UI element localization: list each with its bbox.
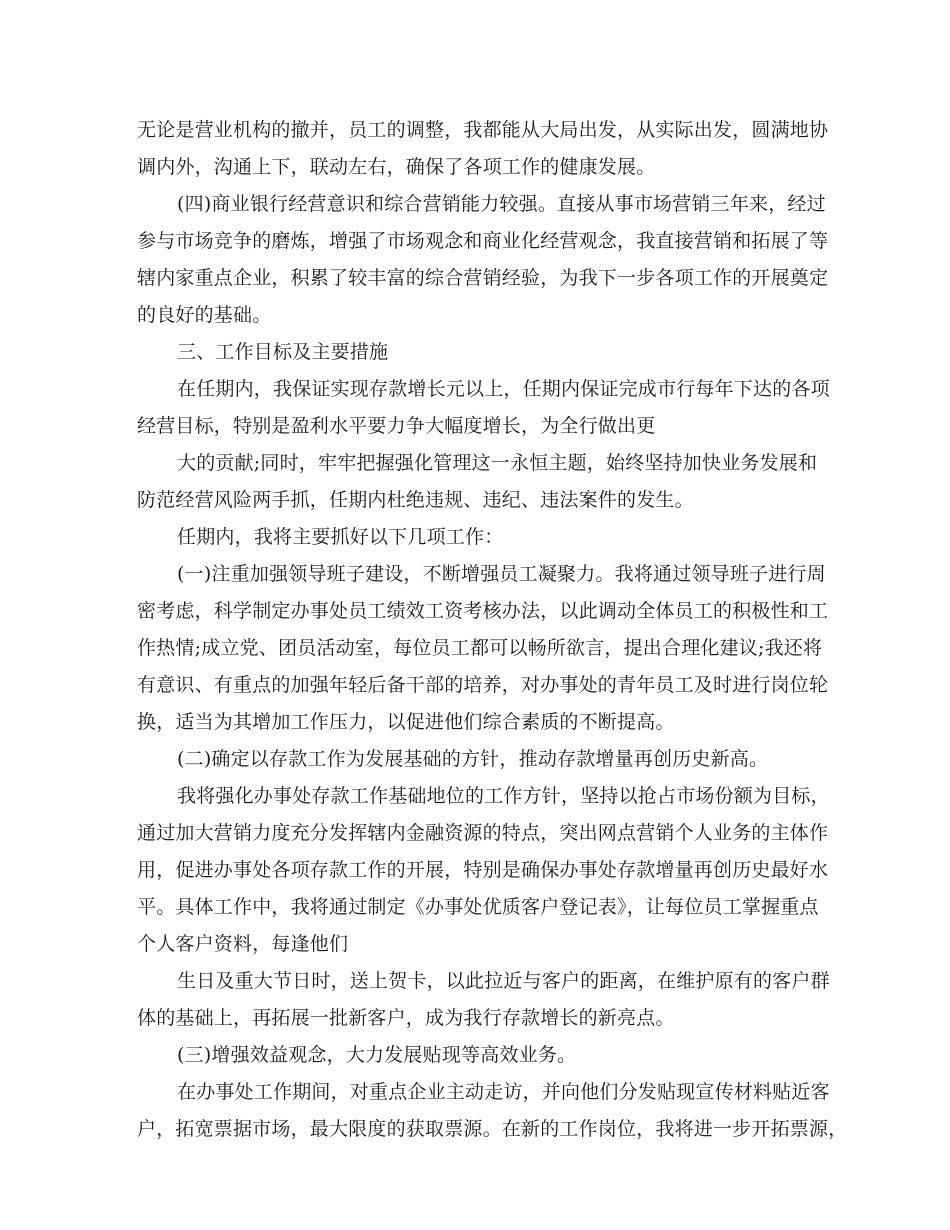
text-line: 在任期内，我保证实现存款增长元以上，任期内保证完成市行每年下达的各项 — [177, 378, 830, 400]
text-line: (三)增强效益观念，大力发展贴现等高效业务。 — [177, 1044, 577, 1066]
text-line: 经营目标，特别是盈利水平要力争大幅度增长，为全行做出更 — [137, 415, 656, 437]
text-line: 参与市场竞争的磨炼，增强了市场观念和商业化经营观念，我直接营销和拓展了等 — [137, 230, 829, 252]
text-line: 我将强化办事处存款工作基础地位的工作方针，坚持以抢占市场份额为目标， — [177, 785, 830, 807]
text-line: (一)注重加强领导班子建设，不断增强员工凝聚力。我将通过领导班子进行周 — [177, 563, 826, 585]
text-line: (四)商业银行经营意识和综合营销能力较强。直接从事市场营销三年来，经过 — [177, 193, 826, 215]
text-line: 平。具体工作中，我将通过制定《办事处优质客户登记表》，让每位员工掌握重点 — [137, 896, 819, 918]
text-line: 换，适当为其增加工作压力，以促进他们综合素质的不断提高。 — [137, 711, 675, 733]
text-line: 户，拓宽票据市场，最大限度的获取票源。在新的工作岗位，我将进一步开拓票源， — [137, 1118, 848, 1140]
text-line: 密考虑，科学制定办事处员工绩效工资考核办法，以此调动全体员工的积极性和工 — [137, 600, 829, 622]
text-line: 任期内，我将主要抓好以下几项工作： — [177, 526, 504, 548]
section-heading: 三、工作目标及主要措施 — [177, 341, 389, 363]
text-line: 作热情;成立党、团员活动室，每位员工都可以畅所欲言，提出合理化建议;我还将 — [137, 637, 823, 659]
text-line: 个人客户资料，每逢他们 — [137, 933, 349, 955]
text-line: 大的贡献;同时，牢牢把握强化管理这一永恒主题，始终坚持加快业务发展和 — [177, 452, 818, 474]
text-line: 用，促进办事处各项存款工作的开展，特别是确保办事处存款增量再创历史最好水 — [137, 859, 829, 881]
text-line: 生日及重大节日时，送上贺卡，以此拉近与客户的距离，在维护原有的客户群 — [177, 970, 830, 992]
text-line: 的良好的基础。 — [137, 304, 272, 326]
text-line: 体的基础上，再拓展一批新客户，成为我行存款增长的新亮点。 — [137, 1007, 675, 1029]
text-line: 无论是营业机构的撤并，员工的调整，我都能从大局出发，从实际出发，圆满地协 — [137, 119, 829, 141]
text-line: 防范经营风险两手抓，任期内杜绝违规、违纪、违法案件的发生。 — [137, 489, 694, 511]
text-line: 调内外，沟通上下，联动左右，确保了各项工作的健康发展。 — [137, 156, 656, 178]
text-line: (二)确定以存款工作为发展基础的方针，推动存款增量再创历史新高。 — [177, 748, 769, 770]
text-line: 有意识、有重点的加强年轻后备干部的培养，对办事处的青年员工及时进行岗位轮 — [137, 674, 829, 696]
text-line: 辖内家重点企业，积累了较丰富的综合营销经验，为我下一步各项工作的开展奠定 — [137, 267, 829, 289]
text-line: 通过加大营销力度充分发挥辖内金融资源的特点，突出网点营销个人业务的主体作 — [137, 822, 829, 844]
text-line: 在办事处工作期间，对重点企业主动走访，并向他们分发贴现宣传材料贴近客 — [177, 1081, 830, 1103]
